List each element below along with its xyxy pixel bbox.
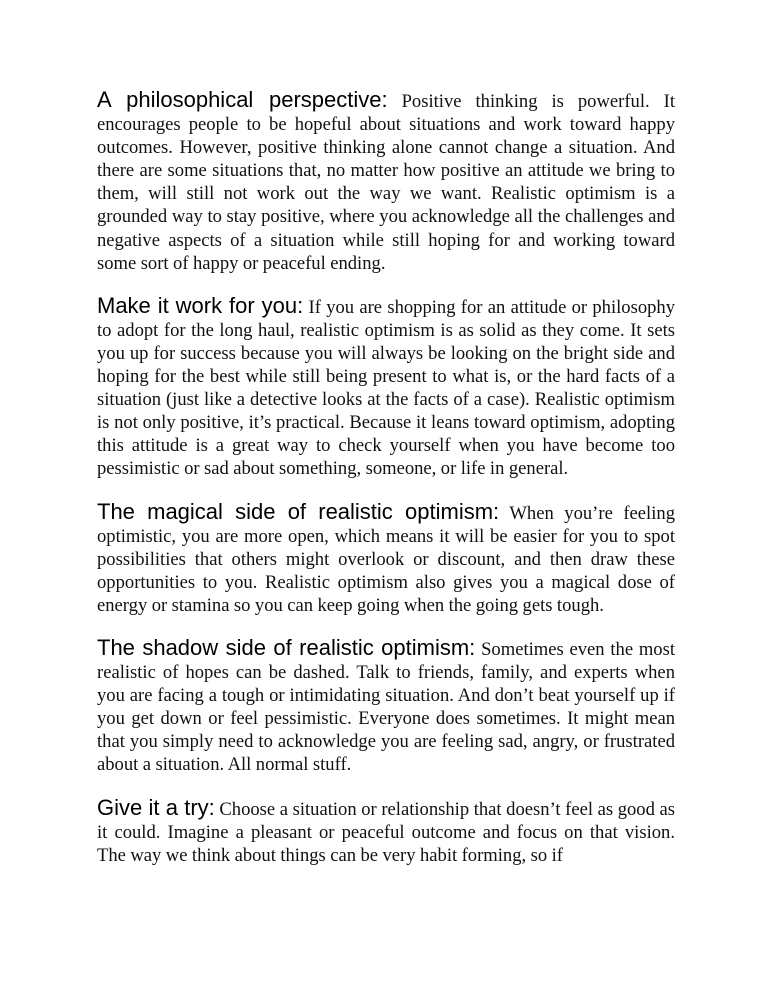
section-heading: Give it a try:	[97, 794, 215, 820]
section-body: When you’re feeling optimistic, you are more open, which means it will be easier for you to spot possibilities that others might overlook or discount, and then draw these opportunities to you. Realistic optimism also gives you a magical dose of energy or stamina so you can keep going when the going gets tough.	[97, 502, 675, 616]
page-content	[97, 88, 675, 886]
section-heading: Make it work for you:	[97, 292, 304, 318]
section-magical-side	[97, 500, 675, 617]
section-philosophical-perspective	[97, 88, 675, 275]
section-body: Choose a situation or relationship that doesn’t feel as good as it could. Imagine a pleasant or peaceful outcome and focus on that vision. The way we think about things can be very habit forming, so if	[97, 798, 675, 866]
section-body: Sometimes even the most realistic of hopes can be dashed. Talk to friends, family, and experts when you are facing a tough or intimidating situation. And don’t beat yourself up if you get down or feel pessimistic. Everyone does sometimes. It might mean that you simply need to acknowledge you are feeling sad, angry, or frustrated about a situation. All normal stuff.	[97, 638, 676, 776]
section-give-it-a-try	[97, 796, 675, 867]
section-heading: A philosophical perspective:	[97, 87, 388, 112]
section-heading: The shadow side of realistic optimism:	[97, 634, 476, 660]
section-body: Positive thinking is powerful. It encourages people to be hopeful about situations and work toward happy outcomes. However, positive thinking alone cannot change a situation. And there are some situations that, no matter how positive an attitude we bring to them, will still not work out the way we want. Realistic optimism is a grounded way to stay positive, where you acknowledge all the challenges and negative aspects of a situation while still hoping for and working toward some sort of happy or peaceful ending.	[97, 91, 675, 274]
section-heading: The magical side of realistic optimism:	[97, 498, 500, 524]
section-shadow-side	[97, 636, 675, 777]
section-make-it-work	[97, 294, 675, 481]
section-body: If you are shopping for an attitude or philosophy to adopt for the long haul, realistic optimism is as solid as they come. It sets you up for success because you will always be looking on the bright side and hoping for the best while still being present to what is, or the hard facts of a situation (just like a detective looks at the facts of a case). Realistic optimism is not only positive, it’s practical. Because it leans toward optimism, adopting this attitude is a great way to check yourself when you have become too pessimistic or sad about something, someone, or life in general.	[97, 296, 676, 480]
